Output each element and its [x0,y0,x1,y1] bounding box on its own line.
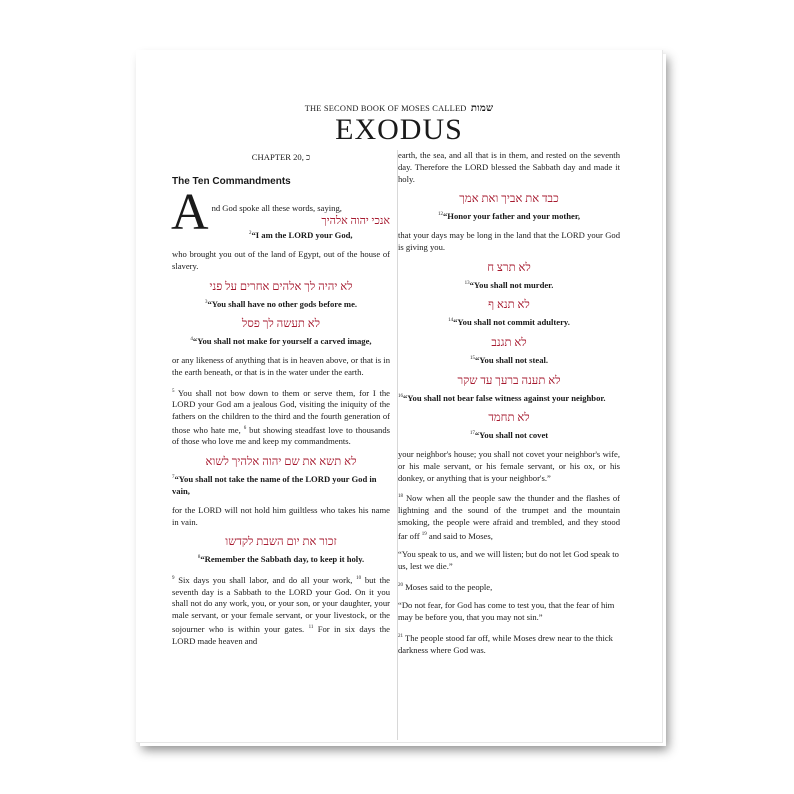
verse-number: 20 [398,582,403,588]
verse-text: The people stood far off, while Moses drew near to the thick darkness where God was. [398,632,613,655]
verse-paragraph: or any likeness of anything that is in heaven above, or that is in the earth beneath, or that is in the water under the earth. [172,354,390,377]
commandment-3 [172,334,390,348]
commandment-2 [172,297,390,311]
drop-cap: A [171,183,209,241]
commandment-7 [398,278,620,292]
verse-number: 15 [469,355,475,361]
verse-number: 14 [448,318,454,324]
commandment-6 [398,209,620,223]
verse-text: For in six days the LORD made heaven and [172,623,390,646]
verse-number: 6 [243,425,247,431]
commandment-text: “You shall not commit adultery. [453,317,570,328]
verse-text: and said to Moses, [428,530,493,541]
hebrew-line-11: לא תחמד [488,412,530,425]
commandment-4 [172,472,390,497]
verse-number: 13 [464,280,470,286]
verse-paragraph: your neighbor's house; you shall not covet your neighbor's wife, or his male servant, or his female servant, or his ox, or his donkey, or anything that is your neighbor's.” [398,448,620,483]
supertitle-hebrew: שמות [470,103,494,114]
verse-paragraph: “You speak to us, and we will listen; but do not let God speak to us, lest we die.” [398,549,619,572]
verse-number: 10 [356,575,362,581]
hebrew-line-2: לא יהיה לך אלהים אחרים על פני [209,280,353,293]
commandment-10 [398,391,620,405]
verse-paragraph: who brought you out of the land of Egypt, out of the house of slavery. [172,249,390,271]
verse-number: 3 [204,299,208,305]
verse-paragraph [172,386,390,449]
verse-text: Moses said to the people, [405,581,493,592]
commandment-text: “Honor your father and your mother, [442,211,581,222]
commandment-text: “You shall not steal. [474,354,549,365]
hebrew-line-5: זכור את יום השבת לקדשו [225,536,337,549]
verse-number: 7 [172,475,175,481]
commandment-text: “You shall not covet [474,430,549,441]
commandment-text: “You shall have no other gods before me. [207,298,358,309]
verse-number: 12 [437,212,443,218]
verse-text: Six days you shall labor, and do all your work, [178,574,353,585]
verse-number: 21 [398,634,403,640]
verse-number: 9 [172,575,175,581]
verse-text: You shall not bow down to them or serve them, for I the LORD your God am a jealous God, visiting the iniquity of the fathers on the children to the third and the fourth generation of those who hate me, [172,387,390,435]
section-heading: The Ten Commandments [172,175,291,187]
right-column [398,150,620,664]
verse-paragraph: that your days may be long in the land that the LORD your God is giving you. [398,230,620,252]
commandment-5 [172,552,390,566]
verse-paragraph [398,631,620,656]
hebrew-line-10: לא תענה ברעך עד שקר [457,374,561,387]
supertitle-text: THE SECOND BOOK OF MOSES CALLED [304,104,467,113]
verse-text: but the seventh day is a Sabbath to the LORD your God. On it you shall not do any work, you, or your son, or your daughter, your male servant, or your female servant, or your livestock, or the sojourner who is within your gates. [172,574,390,634]
hebrew-line-1: אנכי יהוה אלהיך [321,215,390,228]
chapter-label: CHAPTER 20, כ [251,152,311,162]
verse-text: Now when all the people saw the thunder and the flashes of lightning and the sound of the trumpet and the mountain smoking, the people were afraid and trembled, and they stood far off [398,493,620,541]
commandment-text: “You shall not murder. [469,279,554,290]
commandment-11 [398,428,620,442]
verse-paragraph [398,491,620,542]
verse-text: but showing steadfast love to thousands of those who love me and keep my commandments. [172,424,390,447]
commandment-text: “You shall not take the name of the LORD your God in vain, [172,474,377,496]
hebrew-line-9: לא תגנב [491,336,527,349]
verse-paragraph [172,573,390,648]
left-column [172,150,390,654]
hebrew-line-3: לא תעשה לך פסל [241,318,321,331]
verse-number: 17 [469,431,475,437]
verse-number: 2 [248,231,252,237]
verse-paragraph: “Do not fear, for God has come to test you, that the fear of him may be before you, that you may not sin.” [398,600,615,623]
commandment-text: “You shall not make for yourself a carved image, [192,336,372,347]
verse-number: 16 [398,393,403,399]
intro-block [171,183,390,249]
verse-number: 4 [190,337,193,343]
intro-text: nd God spoke all these words, saying, [211,202,342,213]
verse-number: 19 [421,531,427,537]
verse-number: 18 [398,494,403,500]
verse-number: 5 [172,388,175,394]
verse-paragraph: earth, the sea, and all that is in them, and rested on the seventh day. Therefore the LORD blessed the Sabbath day and made it holy. [398,150,620,184]
verse-paragraph: for the LORD will not hold him guiltless who takes his name in vain. [172,504,390,527]
book-title: EXODUS [335,113,463,146]
commandment-text: “I am the LORD your God, [251,230,353,241]
commandment-text: “Remember the Sabbath day, to keep it holy. [200,554,365,565]
commandment-text: “You shall not bear false witness against your neighbor. [403,392,606,403]
verse-number: 11 [308,625,314,630]
hebrew-line-6: כבד את אביך ואת אמך [459,193,559,206]
hebrew-line-7: לא תרצ ח [487,261,531,274]
hebrew-line-4: לא תשא את שם יהוה אלהיך לשוא [205,456,357,469]
scripture-page [136,50,663,743]
verse-paragraph [398,580,620,594]
commandment-8 [398,315,620,329]
verse-number: 8 [197,555,201,561]
commandment-9 [398,353,620,367]
hebrew-line-8: לא תנא ף [488,299,530,312]
